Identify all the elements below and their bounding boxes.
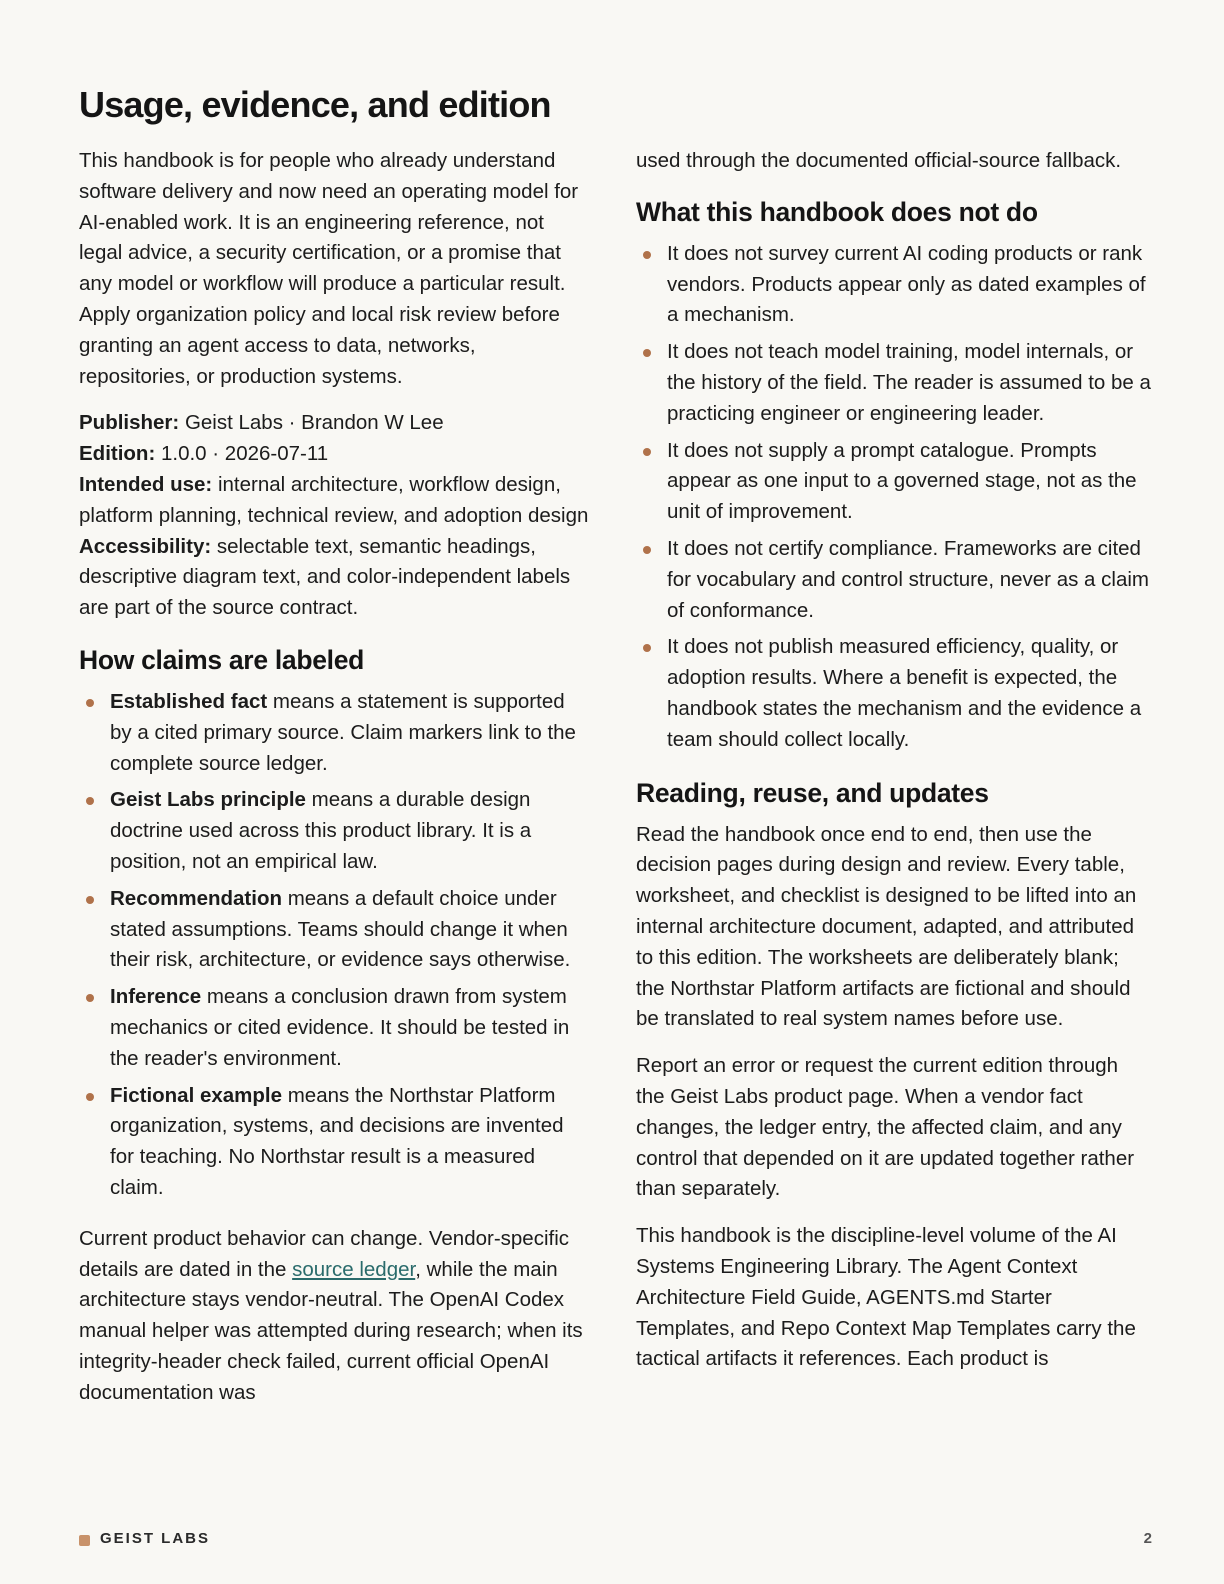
- page-number: 2: [1143, 1530, 1152, 1547]
- intended-use-value: internal architecture, workflow design, platform planning, technical review, and adoption design: [79, 472, 589, 527]
- reading-paragraph-2: Report an error or request the current edition through the Geist Labs product page. When a vendor fact changes, the ledger entry, the affected claim, and any control that depended on it are updated together rather than separately.: [636, 1054, 1135, 1201]
- source-ledger-link[interactable]: source ledger: [292, 1257, 416, 1281]
- bullet-dot-icon: [86, 896, 94, 904]
- claim-text: means a conclusion drawn from system mechanics or cited evidence. It should be tested in the reader's environment.: [110, 985, 570, 1070]
- intended-use-line: [79, 470, 589, 532]
- publisher-label: Publisher:: [79, 411, 180, 435]
- reading-heading: Reading, reuse, and updates: [636, 777, 989, 808]
- bullet-dot-icon: [86, 1093, 94, 1101]
- publisher-line: [79, 408, 589, 439]
- claim-text: means a statement is supported by a cited primary source. Claim markers link to the complete source ledger.: [110, 689, 576, 775]
- edition-label: Edition:: [79, 442, 156, 466]
- edition-metadata: [79, 408, 589, 624]
- page-footer: [79, 1530, 1152, 1554]
- claim-text: means a default choice under stated assumptions. Teams should change it when their risk, architecture, or evidence says otherwise.: [110, 886, 571, 972]
- reading-paragraph-3: This handbook is the discipline-level volume of the AI Systems Engineering Library. The Agent Context Architecture Field Guide, AGENTS.md Starter Templates, and Repo Context Map Templates carry the tactical artifacts it references. Each product is: [636, 1224, 1136, 1371]
- bullet-dot-icon: [643, 644, 651, 652]
- accessibility-label: Accessibility:: [79, 534, 212, 558]
- list-item: [636, 534, 1152, 626]
- left-column: [79, 146, 589, 1424]
- claim-term: Established fact: [110, 689, 268, 713]
- edition-value: 1.0.0 · 2026-07-11: [155, 442, 329, 466]
- list-item: [79, 1081, 589, 1204]
- not-do-list: [636, 239, 1152, 756]
- intended-use-label: Intended use:: [79, 472, 213, 496]
- bullet-dot-icon: [86, 797, 94, 805]
- list-item: [79, 982, 589, 1074]
- page-title: Usage, evidence, and edition: [79, 84, 551, 125]
- accessibility-value: selectable text, semantic headings, descriptive diagram text, and color-independent labels are part of the source contract.: [79, 534, 571, 620]
- vendor-note-pre: Current product behavior can change. Vendor-specific details are dated in the: [79, 1226, 570, 1281]
- not-do-text: It does not certify compliance. Frameworks are cited for vocabulary and control structure, never as a claim of conformance.: [667, 536, 1149, 622]
- not-do-text: It does not publish measured efficiency, quality, or adoption results. Where a benefit is expected, the handbook states the mechanism and the evidence a team should collect locally.: [667, 635, 1142, 751]
- not-do-heading: What this handbook does not do: [636, 196, 1038, 227]
- list-item: [636, 632, 1152, 755]
- claim-term: Inference: [110, 985, 202, 1009]
- edition-line: [79, 439, 589, 470]
- vendor-note-paragraph: [79, 1224, 589, 1409]
- list-item: [636, 337, 1152, 429]
- list-item: [636, 436, 1152, 528]
- claim-text: means a durable design doctrine used across this product library. It is a position, not an empirical law.: [110, 788, 532, 873]
- bullet-dot-icon: [86, 699, 94, 707]
- bullet-dot-icon: [643, 546, 651, 554]
- bullet-dot-icon: [86, 994, 94, 1002]
- not-do-text: It does not supply a prompt catalogue. Prompts appear as one input to a governed stage, not as the unit of improvement.: [667, 438, 1137, 524]
- claim-text: means the Northstar Platform organization, systems, and decisions are invented for teaching. No Northstar result is a measured claim.: [110, 1083, 564, 1199]
- list-item: [79, 687, 589, 779]
- right-column: [636, 146, 1152, 1391]
- claims-list: [79, 687, 589, 1204]
- list-item: [79, 884, 589, 976]
- footer-brand: GEIST LABS: [100, 1530, 211, 1547]
- brand-square-icon: [79, 1535, 90, 1546]
- bullet-dot-icon: [643, 349, 651, 357]
- claims-heading: How claims are labeled: [79, 644, 365, 675]
- claim-term: Fictional example: [110, 1083, 283, 1107]
- claim-term: Geist Labs principle: [110, 788, 306, 812]
- bullet-dot-icon: [643, 251, 651, 259]
- not-do-text: It does not teach model training, model internals, or the history of the field. The reader is assumed to be a practicing engineer or engineering leader.: [667, 340, 1151, 425]
- claim-term: Recommendation: [110, 886, 282, 910]
- vendor-note-post: , while the main architecture stays vendor-neutral. The OpenAI Codex manual helper was attempted during research; when its integrity-header check failed, current official OpenAI documentation was: [79, 1257, 583, 1404]
- continued-paragraph: used through the documented official-source fallback.: [636, 149, 1122, 172]
- list-item: [79, 785, 589, 877]
- not-do-text: It does not survey current AI coding products or rank vendors. Products appear only as dated examples of a mechanism.: [667, 241, 1146, 327]
- intro-paragraph: This handbook is for people who already understand software delivery and now need an operating model for AI-enabled work. It is an engineering reference, not legal advice, a security certification, or a promise that any model or workflow will produce a particular result. Apply organization policy and local risk review before granting an agent access to data, networks, repositories, or production systems.: [79, 149, 579, 388]
- accessibility-line: [79, 532, 589, 624]
- bullet-dot-icon: [643, 448, 651, 456]
- publisher-value: Geist Labs · Brandon W Lee: [179, 411, 444, 435]
- reading-paragraph-1: Read the handbook once end to end, then use the decision pages during design and review. Every table, worksheet, and checklist is designed to be lifted into an internal architecture document, adapted, and attributed to this edition. The worksheets are deliberately blank; the Northstar Platform artifacts are fictional and should be translated to real system names before use.: [636, 822, 1137, 1031]
- list-item: [636, 239, 1152, 331]
